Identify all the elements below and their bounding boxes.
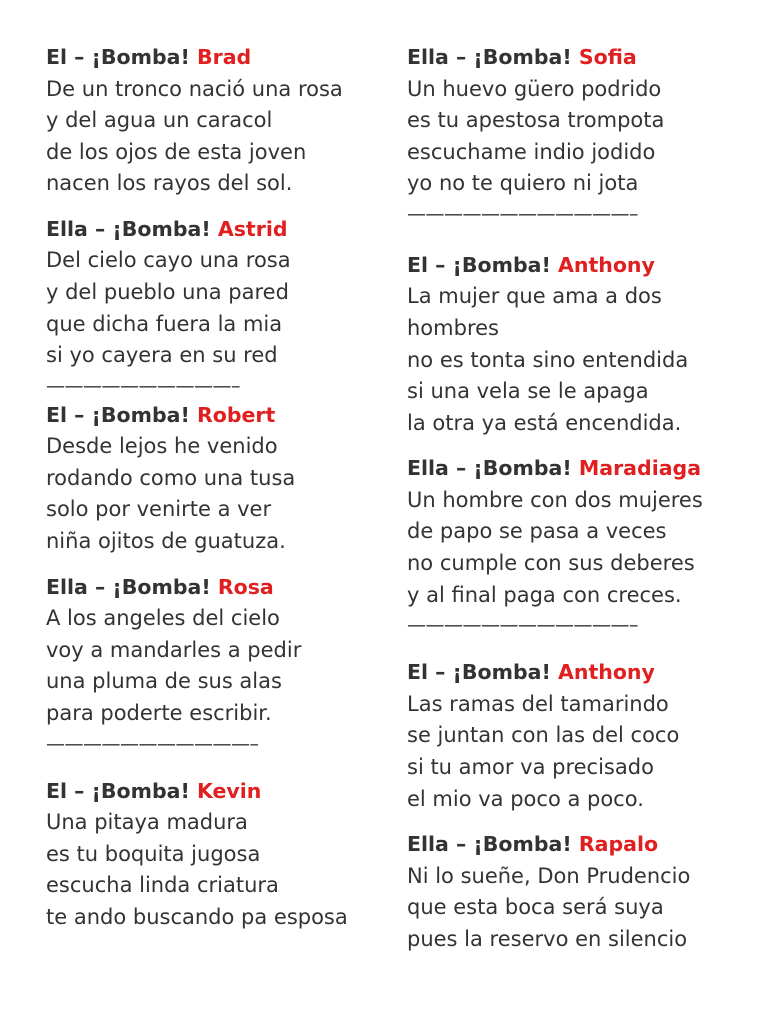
stanza bbox=[407, 42, 747, 228]
speaker-name: Robert bbox=[196, 402, 276, 427]
speaker-prefix: Ella – ¡Bomba! bbox=[46, 216, 211, 241]
separator-line: ———————————– bbox=[46, 732, 259, 755]
stanza-heading bbox=[46, 400, 386, 432]
verse-line: que dicha fuera la mia bbox=[46, 311, 283, 336]
verse-line: no cumple con sus deberes bbox=[407, 551, 695, 576]
stanza bbox=[46, 572, 386, 758]
verse-line: y del pueblo una pared bbox=[46, 279, 289, 304]
speaker-name: Maradiaga bbox=[578, 456, 702, 481]
verse-line: rodando como una tusa bbox=[46, 465, 296, 490]
verse-line: Las ramas del tamarindo bbox=[407, 691, 669, 716]
speaker-prefix: El – ¡Bomba! bbox=[46, 778, 190, 803]
stanza-heading bbox=[46, 776, 386, 808]
stanza-heading bbox=[407, 829, 747, 861]
speaker-prefix: Ella – ¡Bomba! bbox=[407, 456, 572, 481]
speaker-prefix: El – ¡Bomba! bbox=[407, 660, 551, 685]
stanza bbox=[407, 829, 747, 955]
right-column bbox=[407, 42, 747, 955]
stanza bbox=[407, 250, 747, 439]
speaker-name: Anthony bbox=[557, 660, 655, 685]
separator-line: ————————————– bbox=[407, 202, 638, 225]
verse-line: solo por venirte a ver bbox=[46, 497, 272, 522]
speaker-name: Rapalo bbox=[578, 832, 659, 857]
speaker-prefix: El – ¡Bomba! bbox=[46, 45, 190, 69]
verse-line: si yo cayera en su red bbox=[46, 343, 278, 368]
speaker-name: Brad bbox=[196, 45, 252, 69]
verse-line: De un tronco nació una rosa bbox=[46, 76, 343, 101]
verse-line: escucha linda criatura bbox=[46, 873, 279, 898]
speaker-prefix: Ella – ¡Bomba! bbox=[407, 832, 572, 857]
verse-line: te ando buscando pa esposa bbox=[46, 904, 348, 929]
verse-line: no es tonta sino entendida bbox=[407, 347, 689, 372]
stanza bbox=[407, 453, 747, 639]
stanza-heading bbox=[407, 42, 747, 74]
stanza-heading bbox=[46, 572, 386, 604]
stanza-heading bbox=[407, 250, 747, 282]
verse-line: y del agua un caracol bbox=[46, 108, 273, 133]
speaker-name: Anthony bbox=[557, 252, 655, 277]
verse-line: si tu amor va precisado bbox=[407, 754, 654, 779]
stanza bbox=[46, 776, 386, 934]
stanza bbox=[407, 657, 747, 815]
speaker-prefix: El – ¡Bomba! bbox=[46, 402, 190, 427]
verse-line: el mio va poco a poco. bbox=[407, 786, 644, 811]
stanza-heading bbox=[407, 453, 747, 485]
verse-line: la otra ya está encendida. bbox=[407, 410, 682, 435]
stanza-heading bbox=[46, 214, 386, 246]
stanza-heading bbox=[407, 657, 747, 689]
verse-line: una pluma de sus alas bbox=[46, 669, 282, 694]
speaker-prefix: Ella – ¡Bomba! bbox=[407, 45, 572, 69]
left-column bbox=[46, 42, 386, 933]
speaker-prefix: El – ¡Bomba! bbox=[407, 252, 551, 277]
verse-line: A los angeles del cielo bbox=[46, 606, 280, 631]
speaker-name: Rosa bbox=[217, 574, 274, 599]
verse-line: se juntan con las del coco bbox=[407, 723, 680, 748]
verse-line: es tu boquita jugosa bbox=[46, 841, 261, 866]
separator-line: ——————————– bbox=[46, 374, 240, 397]
verse-line: de los ojos de esta joven bbox=[46, 139, 307, 164]
verse-line: Desde lejos he venido bbox=[46, 434, 278, 459]
verse-line: de papo se pasa a veces bbox=[407, 519, 667, 544]
speaker-name: Sofia bbox=[578, 45, 637, 69]
verse-line: es tu apestosa trompota bbox=[407, 108, 665, 133]
verse-line: Un huevo güero podrido bbox=[407, 76, 662, 101]
verse-line: La mujer que ama a dos bbox=[407, 284, 662, 309]
stanza bbox=[46, 42, 386, 200]
verse-line: para poderte escribir. bbox=[46, 700, 272, 725]
stanza bbox=[46, 214, 386, 400]
verse-line: niña ojitos de guatuza. bbox=[46, 529, 286, 554]
verse-line: Un hombre con dos mujeres bbox=[407, 487, 703, 512]
verse-line: Ni lo sueñe, Don Prudencio bbox=[407, 863, 691, 888]
verse-line: pues la reservo en silencio bbox=[407, 926, 688, 951]
verse-line: hombres bbox=[407, 315, 499, 340]
stanza-heading bbox=[46, 42, 386, 74]
verse-line: voy a mandarles a pedir bbox=[46, 637, 302, 662]
verse-line: nacen los rayos del sol. bbox=[46, 171, 293, 196]
verse-line: si una vela se le apaga bbox=[407, 379, 649, 404]
verse-line: Del cielo cayo una rosa bbox=[46, 248, 291, 273]
verse-line: escuchame indio jodido bbox=[407, 139, 656, 164]
verse-line: que esta boca será suya bbox=[407, 895, 664, 920]
verse-line: yo no te quiero ni jota bbox=[407, 171, 639, 196]
verse-line: y al final paga con creces. bbox=[407, 582, 682, 607]
stanza bbox=[46, 400, 386, 558]
speaker-name: Astrid bbox=[217, 216, 288, 241]
speaker-name: Kevin bbox=[196, 778, 262, 803]
speaker-prefix: Ella – ¡Bomba! bbox=[46, 574, 211, 599]
verse-line: Una pitaya madura bbox=[46, 810, 248, 834]
separator-line: ————————————– bbox=[407, 614, 638, 637]
